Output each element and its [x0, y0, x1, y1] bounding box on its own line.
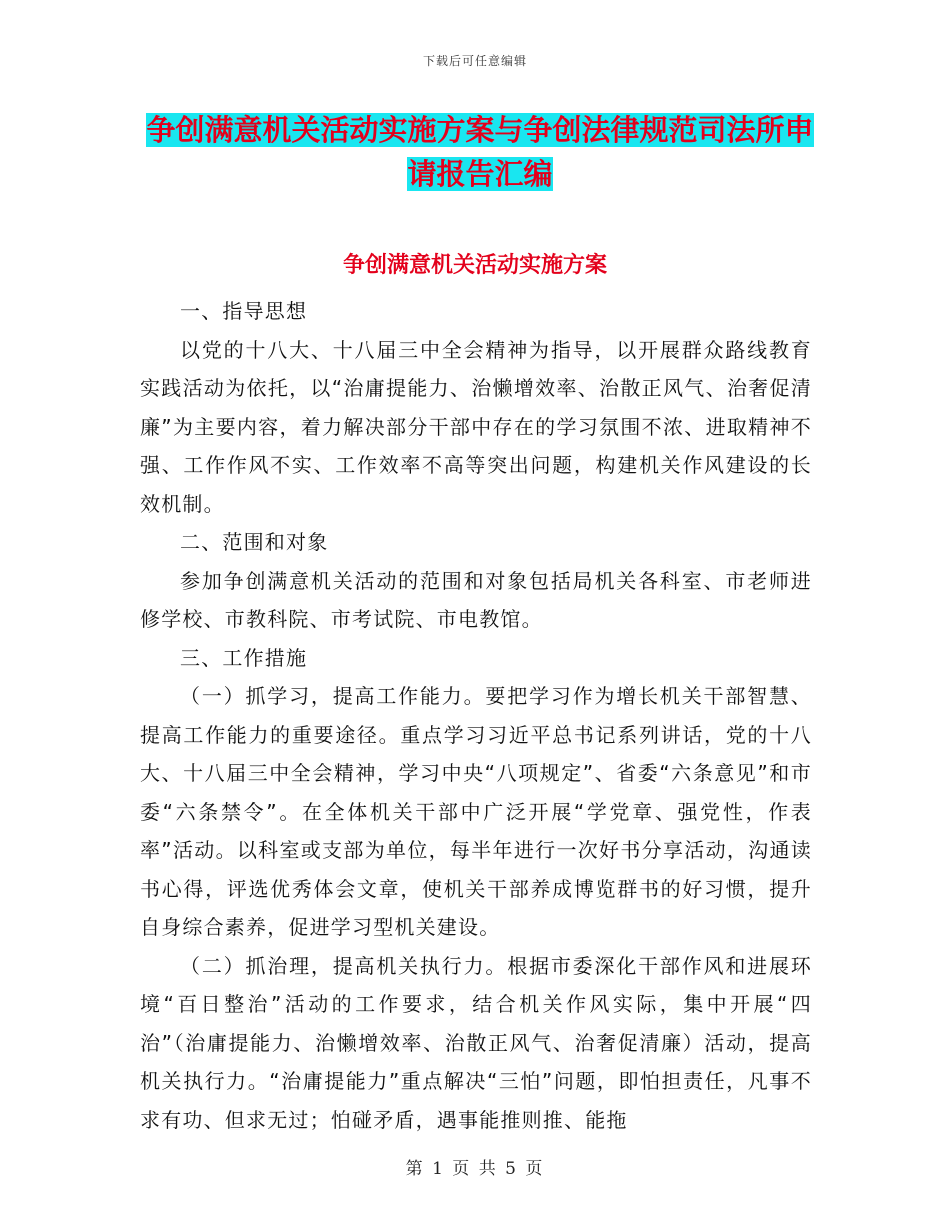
heading-measures: 三、工作措施: [180, 645, 308, 670]
document-title-line-2: 请报告汇编: [407, 157, 553, 191]
paragraph-measure-1: （一）抓学习，提高工作能力。要把学习作为增长机关干部智慧、提高工作能力的重要途径。重点学习习近平总书记系列讲话，党的十八大、十八届三中全会精神，学习中央“八项规定”、省委“六条意见”和市委“六条禁令”。在全体机关干部中广泛开展“学党章、强党性，作表率”活动。以科室或支部为单位，每半年进行一次好书分享活动，沟通读书心得，评选优秀体会文章，使机关干部养成博览群书的好习惯，提升自身综合素养，促进学习型机关建设。: [140, 684, 812, 939]
header-note: 下载后可任意编辑: [422, 54, 527, 68]
paragraph-scope: 参加争创满意机关活动的范围和对象包括局机关各科室、市老师进修学校、市教科院、市考试院、市电教馆。: [140, 568, 812, 631]
heading-guiding-thought: 一、指导思想: [180, 299, 308, 323]
document-title-line-1: 争创满意机关活动实施方案与争创法律规范司法所申: [146, 113, 814, 147]
document-title: [140, 108, 820, 196]
document-body: [140, 292, 812, 1139]
page-number: 第 1 页 共 5 页: [405, 1159, 545, 1179]
paragraph-guiding-thought: 以党的十八大、十八届三中全会精神为指导，以开展群众路线教育实践活动为依托，以“治庸提能力、治懒增效率、治散正风气、治奢促清廉”为主要内容，着力解决部分干部中存在的学习氛围不浓、进取精神不强、工作作风不实、工作效率不高等突出问题，构建机关作风建设的长效机制。: [140, 337, 812, 516]
heading-scope: 二、范围和对象: [180, 530, 329, 554]
paragraph-measure-2: （二）抓治理，提高机关执行力。根据市委深化干部作风和进展环境“百日整治”活动的工作要求，结合机关作风实际，集中开展“四治”（治庸提能力、治懒增效率、治散正风气、治奢促清廉）活动，提高机关执行力。“治庸提能力”重点解决“三怕”问题，即怕担责任，凡事不求有功、但求无过；怕碰矛盾，遇事能推则推、能拖: [140, 953, 812, 1132]
section-title: 争创满意机关活动实施方案: [342, 253, 607, 278]
